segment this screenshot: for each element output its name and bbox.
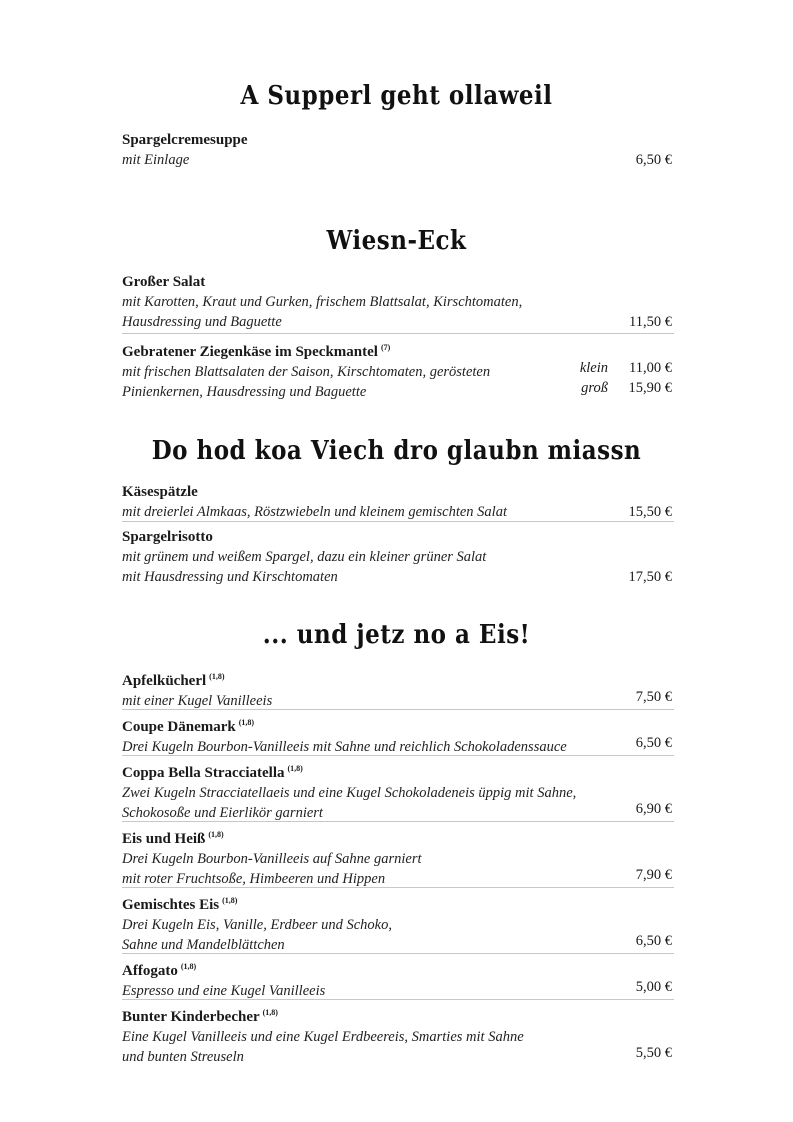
menu-item [122, 825, 674, 888]
menu-item [122, 759, 674, 822]
section-heading: ... und jetz no a Eis! [262, 618, 531, 651]
allergen-note: (1,8) [222, 896, 238, 905]
item-desc: mit dreierlei Almkaas, Röstzwiebeln und kleinem gemischten Salat [122, 504, 507, 520]
item-name-text: Affogato [122, 963, 178, 979]
item-desc: Drei Kugeln Eis, Vanille, Erdbeer und Schoko, [122, 917, 392, 933]
item-name [122, 1003, 674, 1027]
item-desc: Schokosoße und Eierlikör garniert [122, 805, 323, 821]
menu-item [122, 338, 674, 402]
item-desc: mit grünem und weißem Spargel, dazu ein kleiner grüner Salat [122, 549, 487, 565]
item-name [122, 825, 674, 849]
item-desc: mit roter Fruchtsoße, Himbeeren und Hippen [122, 871, 386, 887]
allergen-note: (1,8) [180, 962, 197, 971]
item-price: 6,50 € [635, 933, 672, 949]
menu-item [122, 272, 674, 334]
item-desc: mit einer Kugel Vanilleeis [122, 693, 273, 709]
allergen-note: (1,8) [262, 1008, 278, 1017]
item-name-text: Gemischtes Eis [122, 897, 220, 913]
item-desc: Zwei Kugeln Stracciatellaeis und eine Kugel Schokoladeneis üppig mit Sahne, [122, 785, 577, 801]
section-heading: Wiesn-Eck [326, 224, 467, 257]
item-price: 6,90 € [635, 801, 672, 817]
allergen-note: (1,8) [208, 830, 224, 839]
item-name [122, 713, 674, 737]
item-desc: Eine Kugel Vanilleeis und eine Kugel Erdbeereis, Smarties mit Sahne [122, 1029, 524, 1045]
item-price: 5,50 € [635, 1045, 672, 1061]
allergen-note: (1,8) [287, 764, 303, 773]
section-heading: Do hod koa Viech dro glaubn miassn [151, 434, 642, 467]
item-name [122, 759, 674, 783]
item-name-text: Coupe Dänemark [122, 719, 236, 735]
section-salads [0, 224, 793, 257]
item-price: 15,90 € [628, 380, 672, 396]
item-desc: mit Karotten, Kraut und Gurken, frischem Blattsalat, Kirschtomaten, [122, 294, 523, 310]
size-label: groß [581, 380, 608, 396]
allergen-note: (1,8) [238, 718, 255, 727]
item-desc: mit frischen Blattsalaten der Saison, Kirschtomaten, gerösteten [122, 364, 491, 380]
item-price: 11,00 € [629, 360, 672, 376]
item-desc: und bunten Streuseln [122, 1049, 244, 1065]
item-price: 17,50 € [628, 569, 672, 585]
menu-item [122, 1003, 674, 1067]
menu-item [122, 713, 674, 756]
item-price: 6,50 € [635, 152, 672, 168]
item-name-text: Gebratener Ziegenkäse im Speckmantel [122, 344, 378, 360]
item-desc: mit Hausdressing und Kirschtomaten [122, 569, 338, 585]
item-name: Spargelrisotto [122, 529, 213, 545]
item-name [122, 957, 674, 981]
section-vegetarian [0, 434, 793, 467]
item-name: Spargelcremesuppe [122, 132, 248, 148]
menu-item [122, 957, 674, 1000]
item-desc: Espresso und eine Kugel Vanilleeis [122, 983, 326, 999]
allergen-note: (1,8) [209, 672, 225, 681]
item-price: 15,50 € [628, 504, 672, 520]
menu-item [122, 667, 674, 710]
item-price: 7,90 € [635, 867, 672, 883]
section-heading: A Supperl geht ollaweil [240, 79, 553, 112]
section-desserts [0, 618, 793, 651]
item-price: 7,50 € [635, 689, 672, 705]
item-name-text: Apfelkücherl [122, 673, 207, 689]
menu-item [122, 527, 674, 587]
item-name-text: Eis und Heiß [122, 831, 206, 847]
item-desc: Drei Kugeln Bourbon-Vanilleeis auf Sahne garniert [122, 851, 422, 867]
item-name: Großer Salat [122, 274, 206, 290]
menu-item [122, 891, 674, 954]
item-desc: Pinienkernen, Hausdressing und Baguette [122, 384, 367, 400]
item-desc: mit Einlage [122, 152, 190, 168]
item-price: 6,50 € [635, 735, 672, 751]
item-name [122, 891, 674, 915]
size-label: klein [579, 360, 608, 376]
item-price: 5,00 € [635, 979, 672, 995]
item-desc: Hausdressing und Baguette [122, 314, 282, 330]
menu-item [122, 130, 674, 170]
item-desc: Drei Kugeln Bourbon-Vanilleeis mit Sahne und reichlich Schokoladenssauce [122, 739, 567, 755]
item-name-text: Coppa Bella Stracciatella [122, 765, 285, 781]
item-name [122, 667, 674, 691]
item-desc: Sahne und Mandelblättchen [122, 937, 285, 953]
item-name: Käsespätzle [122, 484, 198, 500]
menu-item [122, 482, 674, 522]
section-soups [0, 79, 793, 112]
allergen-note: (7) [380, 343, 391, 352]
item-name-text: Bunter Kinderbecher [122, 1009, 260, 1025]
item-price: 11,50 € [629, 314, 672, 330]
